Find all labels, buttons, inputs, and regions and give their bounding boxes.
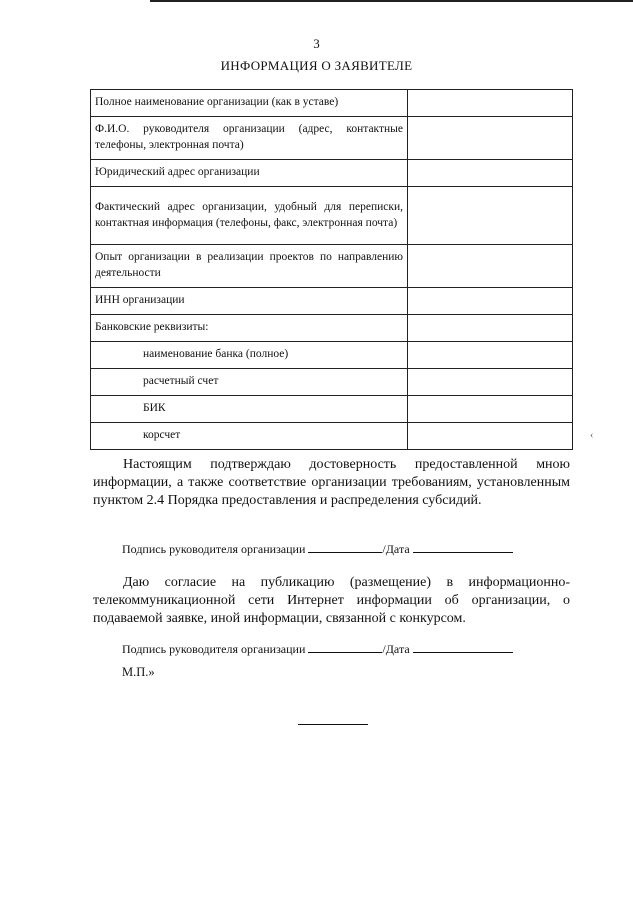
signature-blank[interactable] (308, 541, 382, 553)
row-value-director[interactable] (408, 117, 573, 160)
table-row (91, 369, 573, 396)
row-value-experience[interactable] (408, 245, 573, 288)
margin-mark: ‹ (590, 430, 594, 441)
signature-label: Подпись руководителя организации (122, 542, 306, 556)
page-top-edge (150, 0, 633, 2)
row-label-corr-account: корсчет (91, 423, 408, 450)
row-value-legal-address[interactable] (408, 160, 573, 187)
consent-paragraph: Даю согласие на публикацию (размещение) в информационно-телекоммуникационной сети Интернет информации об организации, о подаваемой заявке, иной информации, связанной с конкурсом. (93, 575, 570, 626)
applicant-info-table (90, 89, 573, 450)
table-row (91, 245, 573, 288)
row-label-inn: ИНН организации (91, 288, 408, 315)
table-row (91, 315, 573, 342)
table-row (91, 396, 573, 423)
row-label-bank-name: наименование банка (полное) (91, 342, 408, 369)
row-label-bik: БИК (91, 396, 408, 423)
table-row (91, 160, 573, 187)
table-row (91, 342, 573, 369)
row-value-bank-name[interactable] (408, 342, 573, 369)
row-label-bank-details: Банковские реквизиты: (91, 315, 408, 342)
date-blank[interactable] (413, 541, 513, 553)
page-number: 3 (313, 36, 320, 51)
signature-blank[interactable] (308, 641, 382, 653)
signature-label: Подпись руководителя организации (122, 642, 306, 656)
row-label-legal-address: Юридический адрес организации (91, 160, 408, 187)
confirmation-paragraph: Настоящим подтверждаю достоверность предоставленной мною информации, а также соответствие организации требованиям, установленным пунктом 2.4 Порядка предоставления и распределения субсидий. (93, 457, 570, 508)
date-blank[interactable] (413, 641, 513, 653)
table-row (91, 90, 573, 117)
row-value-bank-details[interactable] (408, 315, 573, 342)
row-label-full-name: Полное наименование организации (как в уставе) (91, 90, 408, 117)
table-row (91, 117, 573, 160)
page-title: ИНФОРМАЦИЯ О ЗАЯВИТЕЛЕ (220, 58, 413, 73)
end-rule (298, 724, 368, 725)
row-value-full-name[interactable] (408, 90, 573, 117)
row-value-actual-address[interactable] (408, 187, 573, 245)
row-value-bik[interactable] (408, 396, 573, 423)
row-value-inn[interactable] (408, 288, 573, 315)
table-row (91, 423, 573, 450)
table-row (91, 288, 573, 315)
row-label-actual-address: Фактический адрес организации, удобный для переписки, контактная информация (телефоны, факс, электронная почта) (91, 187, 408, 245)
signature-line-2 (122, 641, 513, 657)
row-label-director: Ф.И.О. руководителя организации (адрес, контактные телефоны, электронная почта) (91, 117, 408, 160)
table-row (91, 187, 573, 245)
row-label-account: расчетный счет (91, 369, 408, 396)
date-label: /Дата (382, 542, 410, 556)
row-label-experience: Опыт организации в реализации проектов по направлению деятельности (91, 245, 408, 288)
row-value-account[interactable] (408, 369, 573, 396)
signature-line-1 (122, 541, 513, 557)
date-label: /Дата (382, 642, 410, 656)
row-value-corr-account[interactable] (408, 423, 573, 450)
stamp-placeholder: М.П.» (122, 665, 155, 679)
